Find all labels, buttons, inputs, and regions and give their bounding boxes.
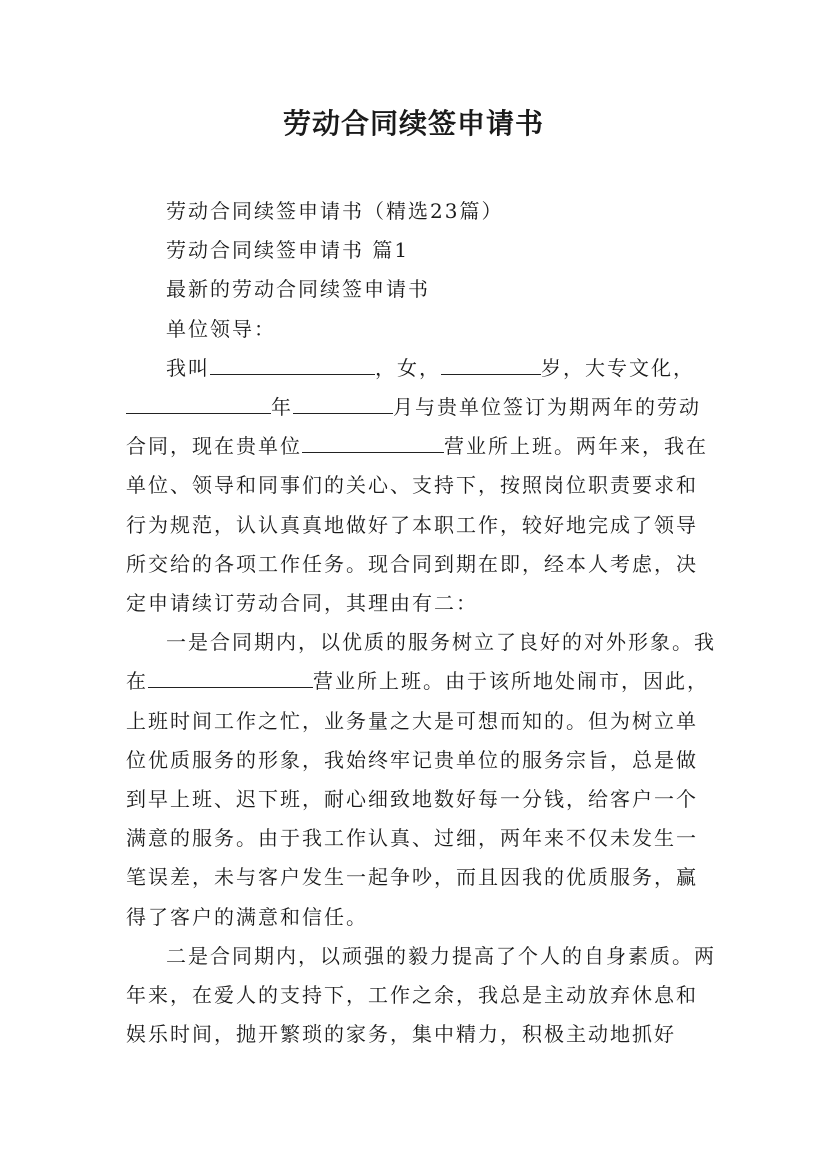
para1-text-3: 岁，大专文化， xyxy=(541,355,695,380)
year-blank xyxy=(126,392,271,414)
age-blank xyxy=(441,353,541,375)
document-title: 劳动合同续签申请书 xyxy=(282,107,544,140)
para2-text-2: 营业所上班。由于该所地处闹市，因此，上班时间工作之忙，业务量之大是可想而知的。但为树立单位优质服务的形象，我始终牢记贵单位的服务宗旨，总是做到早上班、迟下班，耐心细致地数好每一分钱，给客户一个满意的服务。由于我工作认真、过细，两年来不仅未发生一笔误差，未与客户发生一起争吵，而且因我的优质服务，赢得了客户的满意和信任。 xyxy=(126,669,709,929)
subtitle-line: 劳动合同续签申请书（精选23篇） xyxy=(166,199,504,223)
para2-text-1: 一是合同期内，以优质的服务树立了良好的对外形象。我在 xyxy=(126,630,716,694)
heading-line: 最新的劳动合同续签申请书 xyxy=(166,277,430,302)
para1-text-6: 营业所上班。两年来，我在单位、领导和同事们的关心、支持下，按照岗位职责要求和行为规范，认认真真地做好了本职工作，较好地完成了领导所交给的各项工作任务。现合同到期在即，经本人考虑，决定申请续订劳动合同，其理由有二： xyxy=(126,434,708,616)
office-blank xyxy=(302,431,444,453)
paragraph-intro xyxy=(126,349,716,623)
paragraph-reason-two xyxy=(126,937,716,1055)
para1-text-2: ，女， xyxy=(375,355,441,380)
para1-text-5: 月与贵单位签订为期两年的劳动合同，现在贵单位 xyxy=(126,395,701,459)
salutation-line: 单位领导： xyxy=(166,316,276,341)
document-body xyxy=(126,192,716,1054)
para3-text-1: 二是合同期内，以顽强的毅力提高了个人的自身素质。两年来，在爱人的支持下，工作之余，我总是主动放弃休息和娱乐时间，抛开繁琐的家务，集中精力，积极主动地抓好 xyxy=(126,943,716,1047)
office-blank-2 xyxy=(148,666,313,688)
section-line: 劳动合同续签申请书 篇1 xyxy=(166,238,410,263)
name-blank xyxy=(210,353,375,375)
para1-text-1: 我叫 xyxy=(166,355,210,380)
paragraph-reason-one xyxy=(126,623,716,937)
month-blank xyxy=(293,392,393,414)
para1-text-4: 年 xyxy=(271,395,293,420)
